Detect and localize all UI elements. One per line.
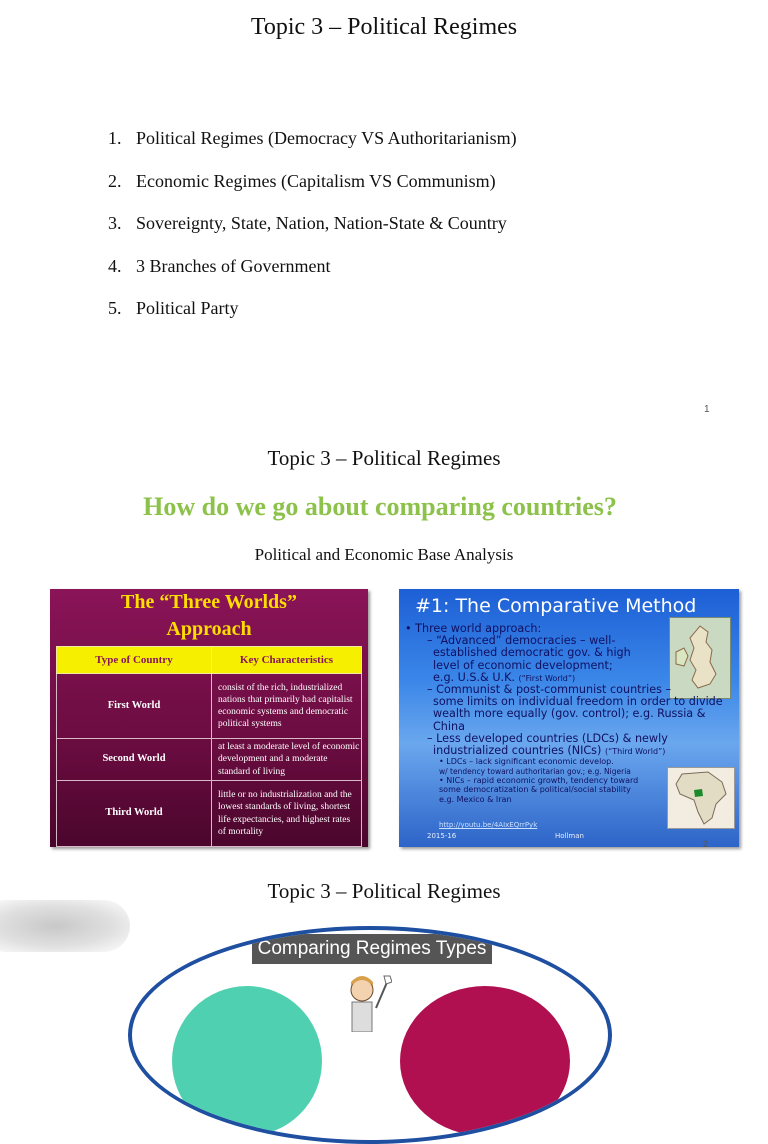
teacher-avatar-icon	[340, 972, 392, 1032]
outline-item: 1. Political Regimes (Democracy VS Authoritarianism)	[108, 128, 517, 148]
question-heading: How do we go about comparing countries?	[143, 492, 617, 521]
table-row: Third World little or no industrialization and the lowest standards of living, shortest life expectancies, and highest rates of mortality	[57, 781, 362, 847]
comparing-regimes-slide	[128, 926, 612, 1144]
table-row: First World consist of the rich, industrialized nations that primarily had capitalist economic systems and democratic political systems	[57, 674, 362, 739]
right-circle	[400, 986, 570, 1136]
column-header: Key Characteristics	[212, 647, 362, 674]
left-circle	[172, 986, 322, 1136]
page-number: 2	[703, 839, 709, 849]
page-number: 1	[704, 404, 710, 415]
subheading: Political and Economic Base Analysis	[254, 545, 514, 564]
outline-item: 2. Economic Regimes (Capitalism VS Communism)	[108, 170, 496, 191]
column-header: Type of Country	[57, 647, 212, 674]
outline-item: 4. 3 Branches of Government	[108, 255, 331, 276]
topic-outline	[108, 128, 517, 341]
page2-title: Topic 3 – Political Regimes	[267, 446, 501, 470]
outline-item: 5. Political Party	[108, 298, 239, 318]
comparing-regimes-banner: Comparing Regimes Types	[252, 934, 492, 964]
comparative-method-body: • Three world approach: – “Advanced” democracies – well- established democratic gov. & high level of economic development; e.g. U.S.& U.K. (“First World”) – Communist & post-communist countries – some limits on individual freedom in order to divide wealth more equally (gov. control); e.g. Russia & China – Less developed countries (LDCs) & newly industrialized countries (NICs) (“Third World”) • LDCs – lack significant economic develop. w/ tendency toward authoritarian gov.; e.g. Nigeria • NICs – rapid economic growth, tendency toward some democratization & political/social stability e.g. Mexico & Iran	[405, 622, 723, 804]
page3-title: Topic 3 – Political Regimes	[267, 879, 501, 903]
outline-item: 3. Sovereignty, State, Nation, Nation-State & Country	[108, 213, 507, 233]
africa-map-image	[667, 767, 735, 829]
scan-smudge	[0, 900, 130, 952]
table-row: Second World at least a moderate level of economic development and a moderate standard of living	[57, 739, 362, 781]
comparative-method-slide	[399, 589, 739, 847]
three-worlds-title: The “Three Worlds” Approach	[121, 591, 297, 640]
slide-author: Hollman	[555, 832, 584, 840]
slide-year: 2015-16	[427, 832, 457, 840]
three-worlds-slide	[50, 589, 368, 847]
page1-title: Topic 3 – Political Regimes	[250, 14, 518, 40]
three-worlds-table	[56, 646, 362, 847]
video-link[interactable]: http://youtu.be/4AIxEQrrPyk	[439, 821, 538, 829]
comparative-method-title: #1: The Comparative Method	[415, 595, 697, 617]
